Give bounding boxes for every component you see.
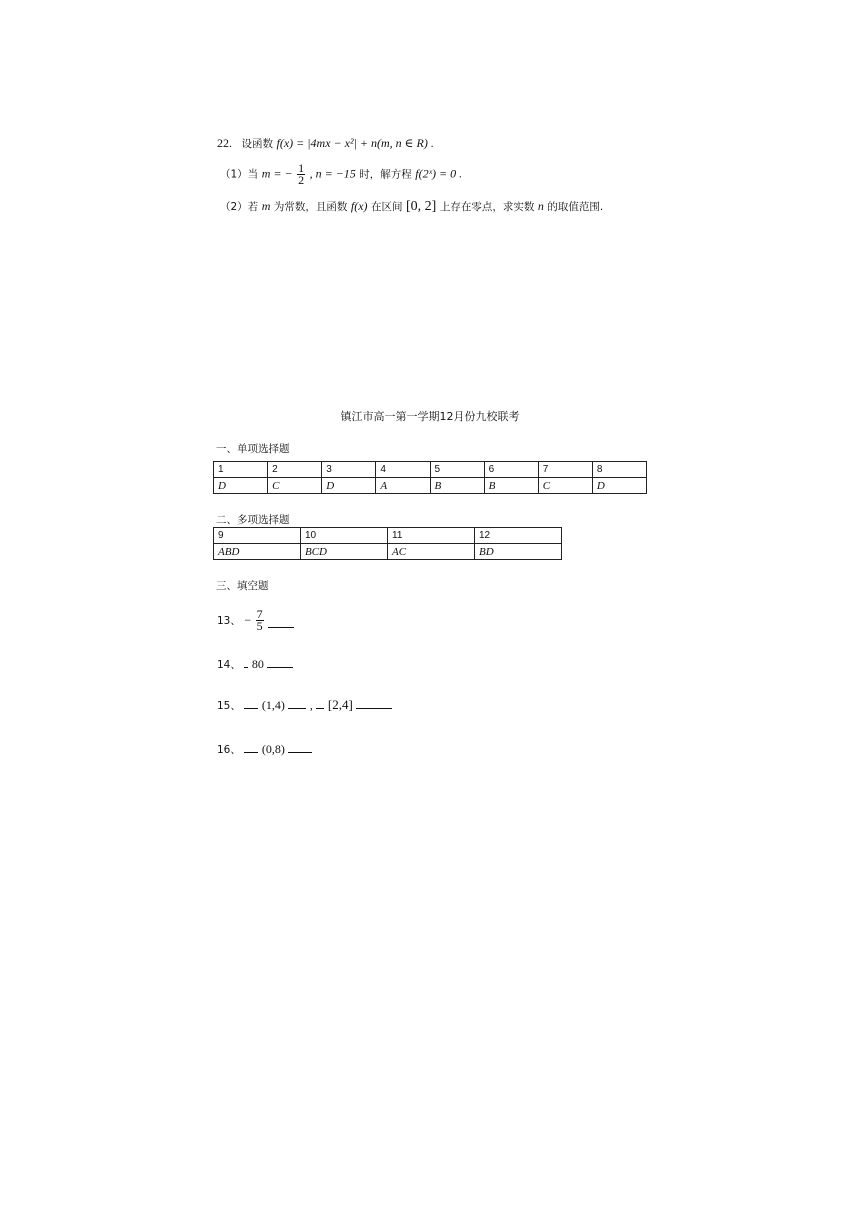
answer-blank-line [316,698,324,709]
problem-22-part-1 [220,163,462,186]
answer-cell: C [268,478,322,494]
fill-in-answer-13 [217,609,294,632]
question-label: 13、 [217,615,241,627]
problem-number: 22. [217,136,232,150]
answer-cell: A [376,478,430,494]
question-number-cell: 5 [430,462,484,478]
answer-16-value: (0,8) [261,742,285,756]
answer-cell: B [484,478,538,494]
question-number-cell: 7 [538,462,592,478]
answer-14-value: 80 [251,657,264,671]
answer-13-denominator: 5 [256,619,263,633]
answer-13-fraction [256,609,264,632]
table-row [214,544,562,560]
answer-cell: AC [388,544,475,560]
part2-m: m [261,199,271,213]
part1-fraction-denominator: 2 [298,173,305,187]
question-number-cell: 8 [592,462,646,478]
answer-blank-line [288,698,306,709]
question-number-cell: 1 [214,462,268,478]
part2-text-3: 上存在零点，求实数 [439,201,535,213]
section-1-answer-table [213,461,647,494]
answer-blank-line [356,698,392,709]
answer-blank-line [244,698,258,709]
part2-text-1: 为常数，且函数 [273,201,348,213]
question-number-cell: 2 [268,462,322,478]
part2-text-2: 在区间 [371,201,403,213]
section-2-title: 二、多项选择题 [216,514,290,526]
question-number-cell: 10 [301,528,388,544]
problem-intro: 设函数 [241,138,273,150]
answer-cell: BD [475,544,562,560]
answer-cell: C [538,478,592,494]
answer-key-title: 镇江市高一第一学期12月份九校联考 [340,410,520,423]
answer-15-first: (1,4) [261,698,285,712]
part2-interval: [0, 2] [406,199,437,214]
answer-15-separator: , [309,698,313,712]
answer-cell: D [322,478,376,494]
question-number-cell: 4 [376,462,430,478]
fill-in-answer-14 [217,657,293,672]
fill-in-answer-15 [217,697,392,713]
question-number-cell: 6 [484,462,538,478]
part1-when: 时，解方程 [359,168,412,181]
section-1-title: 一、单项选择题 [216,443,290,455]
question-number-cell: 11 [388,528,475,544]
part1-equation: f(2ˣ) = 0 . [415,166,463,181]
answer-blank-line [288,742,312,753]
answer-blank-line [267,657,293,668]
table-row [214,462,647,478]
answer-cell: D [214,478,268,494]
answer-cell: D [592,478,646,494]
answer-blank-line [244,657,248,668]
question-label: 14、 [217,659,241,671]
table-row [214,528,562,544]
answer-13-sign: − [244,613,252,627]
function-definition: f(x) = |4mx − x²| + n(m, n ∈ R) . [276,136,434,150]
question-label: 15、 [217,700,241,712]
section-2-answer-table [213,527,562,560]
question-number-cell: 9 [214,528,301,544]
part2-label: （2）若 [220,201,259,213]
table-row [214,478,647,494]
answer-15-second: [2,4] [327,697,353,712]
answer-13-numerator: 7 [256,607,263,621]
fill-in-answer-16 [217,742,312,757]
question-number-cell: 12 [475,528,562,544]
answer-cell: B [430,478,484,494]
question-number-cell: 3 [322,462,376,478]
part1-n: , n = −15 [309,166,356,181]
answer-blank-line [268,617,294,628]
part1-fraction [297,163,305,186]
section-3-title: 三、填空题 [216,580,269,592]
answer-blank-line [244,742,258,753]
part1-m: m = − [261,166,293,181]
part2-text-4: 的取值范围. [547,201,604,213]
answer-cell: ABD [214,544,301,560]
part2-n: n [537,199,544,213]
part1-label: （1）当 [220,168,259,181]
answer-cell: BCD [301,544,388,560]
part2-fx: f(x) [350,199,368,213]
question-label: 16、 [217,744,241,756]
problem-22-stem [217,136,434,151]
problem-22-part-2 [220,199,603,215]
part1-fraction-numerator: 1 [298,161,305,175]
